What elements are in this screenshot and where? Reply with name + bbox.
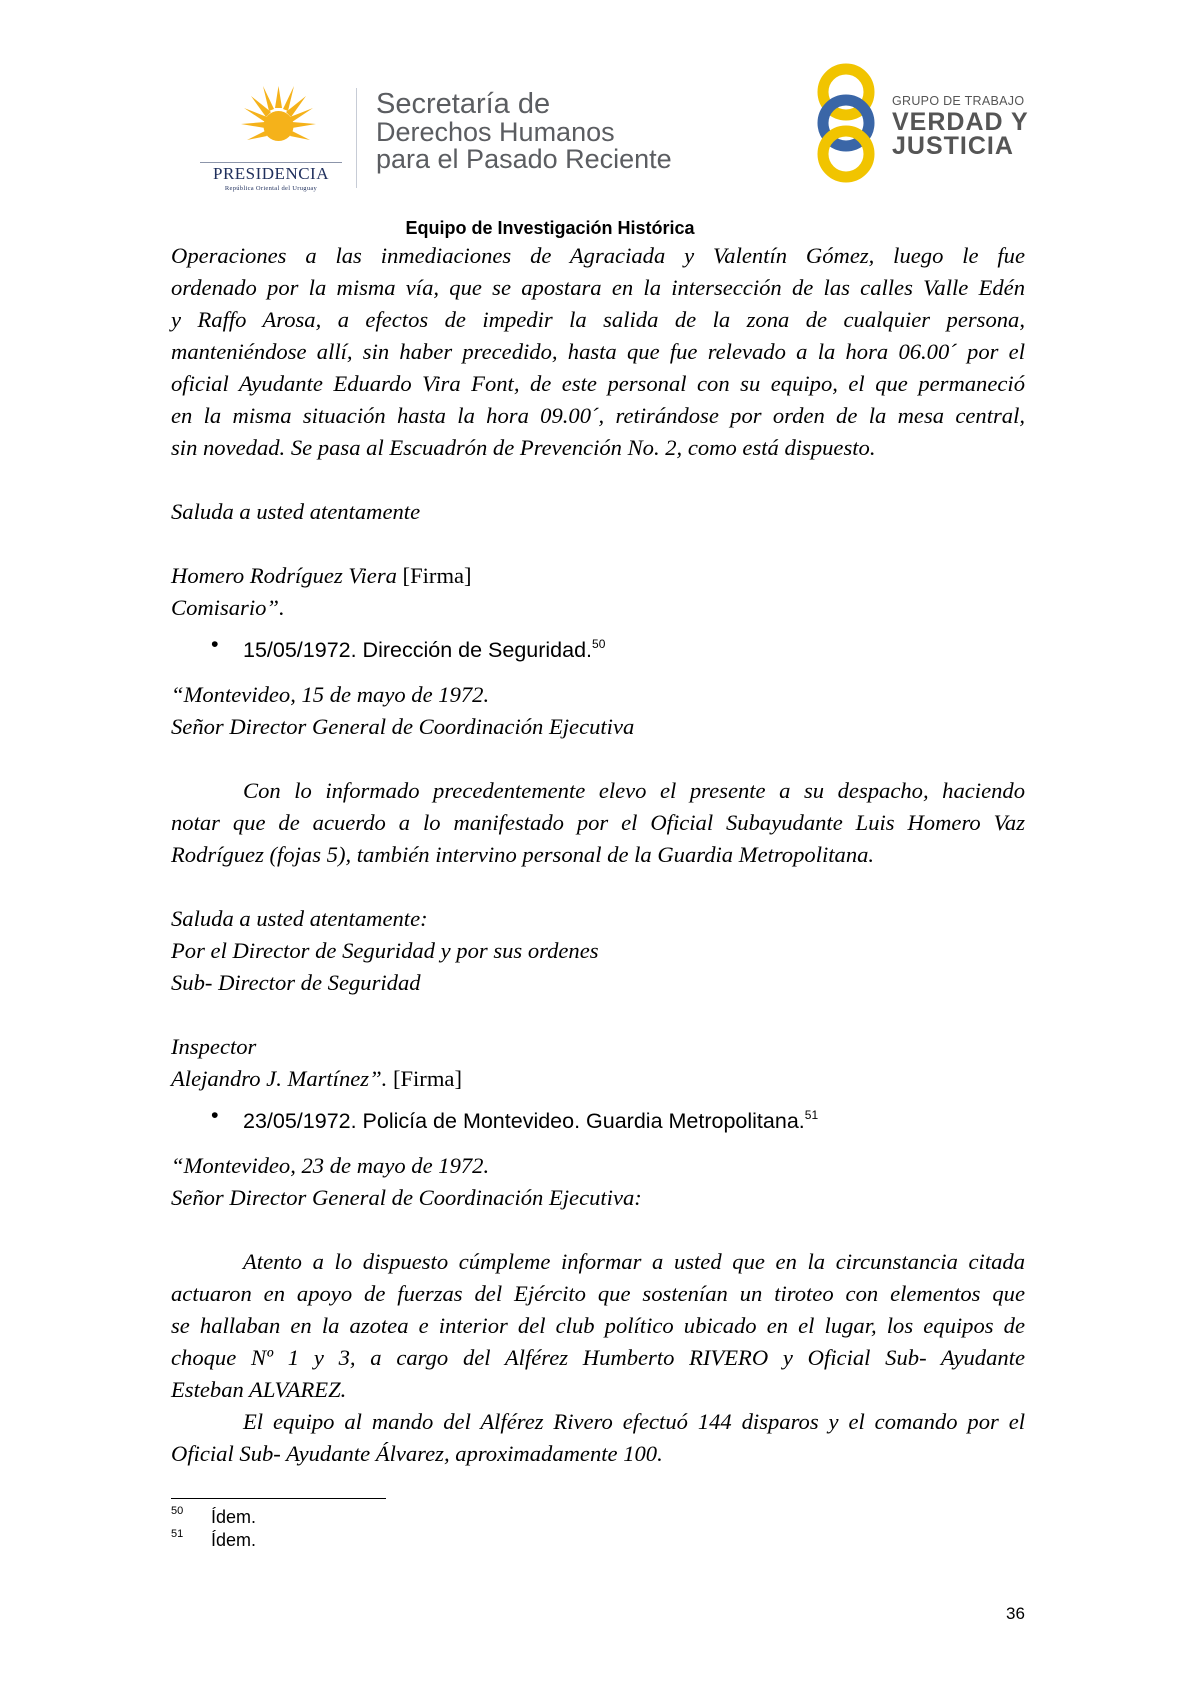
letter2-para-line: Con lo informado precedentemente elevo el presente a su despacho, haciendo (243, 778, 1025, 803)
signer-title: Comisario”. (171, 595, 285, 620)
footnote-number: 50 (171, 1505, 184, 1517)
footnote-ref: 51 (804, 1108, 819, 1122)
presidencia-name: PRESIDENCIA (212, 164, 329, 183)
letter3-para2-line: El equipo al mando del Alférez Rivero efectuó 144 disparos y el comando por el (243, 1409, 1025, 1434)
para1-line: Operaciones a las inmediaciones de Agraciada y Valentín Gómez, luego le fue (171, 243, 1025, 268)
secretaria-line2: Derechos Humanos (376, 117, 615, 147)
presidencia-subtitle: República Oriental del Uruguay (224, 185, 318, 192)
interlocking-rings-icon (808, 60, 888, 190)
presidencia-logo (196, 82, 346, 202)
letter2-addressee: Señor Director General de Coordinación Ejecutiva (171, 714, 635, 739)
bullet-item-1 (171, 628, 1025, 666)
signer-name: Homero Rodríguez Viera (171, 563, 397, 588)
letter3-para1-line: Esteban ALVAREZ. (171, 1377, 347, 1402)
bullet-icon: • (211, 1103, 219, 1127)
closing-saluda: Saluda a usted atentamente (171, 499, 421, 524)
footnote-ref: 50 (592, 637, 606, 651)
para1-line: ordenado por la misma vía, que se apostara en la intersección de las calles Valle Edén (171, 275, 1025, 300)
signature-block-1 (171, 560, 1025, 592)
verdad-justicia-logo (808, 60, 1028, 190)
firma-note: [Firma] (387, 1066, 462, 1091)
signature-block-2 (171, 1063, 1025, 1095)
letter3-para2-line: Oficial Sub- Ayudante Álvarez, aproximadamente 100. (171, 1441, 663, 1466)
header-divider (356, 88, 357, 188)
bullet-item-2 (171, 1099, 1025, 1137)
para1-line: en la misma situación hasta la hora 09.00´, retirándose por orden de la mesa central, (171, 403, 1025, 428)
verdad-label: VERDAD Y (892, 108, 1029, 136)
para1-line: manteniéndose allí, sin haber precedido, hasta que fue relevado a la hora 06.00´ por el (171, 339, 1025, 364)
bullet-text: 15/05/1972. Dirección de Seguridad. (243, 638, 593, 662)
letter3-para1-line: Atento a lo dispuesto cúmpleme informar a usted que en la circunstancia citada (243, 1249, 1025, 1274)
presidencia-rule (200, 162, 342, 163)
signer-name: Alejandro J. Martínez”. (171, 1066, 388, 1091)
letter2-para-line: Rodríguez (fojas 5), también intervino personal de la Guardia Metropolitana. (171, 842, 875, 867)
letter2-date: “Montevideo, 15 de mayo de 1972. (171, 682, 490, 707)
footnote-text: Ídem. (211, 1507, 257, 1527)
letter2-para-line: notar que de acuerdo a lo manifestado por el Oficial Subayudante Luis Homero Vaz (171, 810, 1025, 835)
secretaria-line1: Secretaría de (376, 88, 551, 120)
grupo-trabajo-label: GRUPO DE TRABAJO (892, 94, 1025, 108)
footnote-separator (171, 1498, 386, 1499)
section-title: Equipo de Investigación Histórica (405, 218, 695, 238)
letter2-sign-title: Inspector (171, 1034, 257, 1059)
sun-of-may-icon (241, 82, 316, 154)
footnote-text: Ídem. (211, 1530, 257, 1550)
page-header (0, 60, 1191, 200)
letter2-closing: Saluda a usted atentamente: (171, 906, 428, 931)
letter3-para1-line: se hallaban en la azotea e interior del club político ubicado en el lugar, los equipos de (171, 1313, 1025, 1338)
justicia-label: JUSTICIA (892, 132, 1014, 160)
footnote-number: 51 (171, 1528, 184, 1540)
letter3-date: “Montevideo, 23 de mayo de 1972. (171, 1153, 490, 1178)
letter3-addressee: Señor Director General de Coordinación Ejecutiva: (171, 1185, 642, 1210)
bullet-icon: • (211, 632, 219, 656)
letter3-para1-line: actuaron en apoyo de fuerzas del Ejército que sostenían un tiroteo con elementos que (171, 1281, 1025, 1306)
secretaria-logo-text (376, 90, 672, 173)
para1-line: sin novedad. Se pasa al Escuadrón de Prevención No. 2, como está dispuesto. (171, 435, 876, 460)
para1-line: y Raffo Arosa, a efectos de impedir la salida de la zona de cualquier persona, (171, 307, 1025, 332)
letter2-closing: Sub- Director de Seguridad (171, 970, 421, 995)
page-number: 36 (1006, 1604, 1025, 1623)
secretaria-line3: para el Pasado Reciente (376, 144, 672, 174)
document-body (171, 240, 1025, 1470)
para1-line: oficial Ayudante Eduardo Vira Font, de este personal con su equipo, el que permaneció (171, 371, 1025, 396)
bullet-text: 23/05/1972. Policía de Montevideo. Guardia Metropolitana. (243, 1109, 805, 1133)
letter3-para1-line: choque Nº 1 y 3, a cargo del Alférez Humberto RIVERO y Oficial Sub- Ayudante (171, 1345, 1025, 1370)
firma-note: [Firma] (396, 563, 472, 588)
letter2-closing: Por el Director de Seguridad y por sus ordenes (171, 938, 599, 963)
